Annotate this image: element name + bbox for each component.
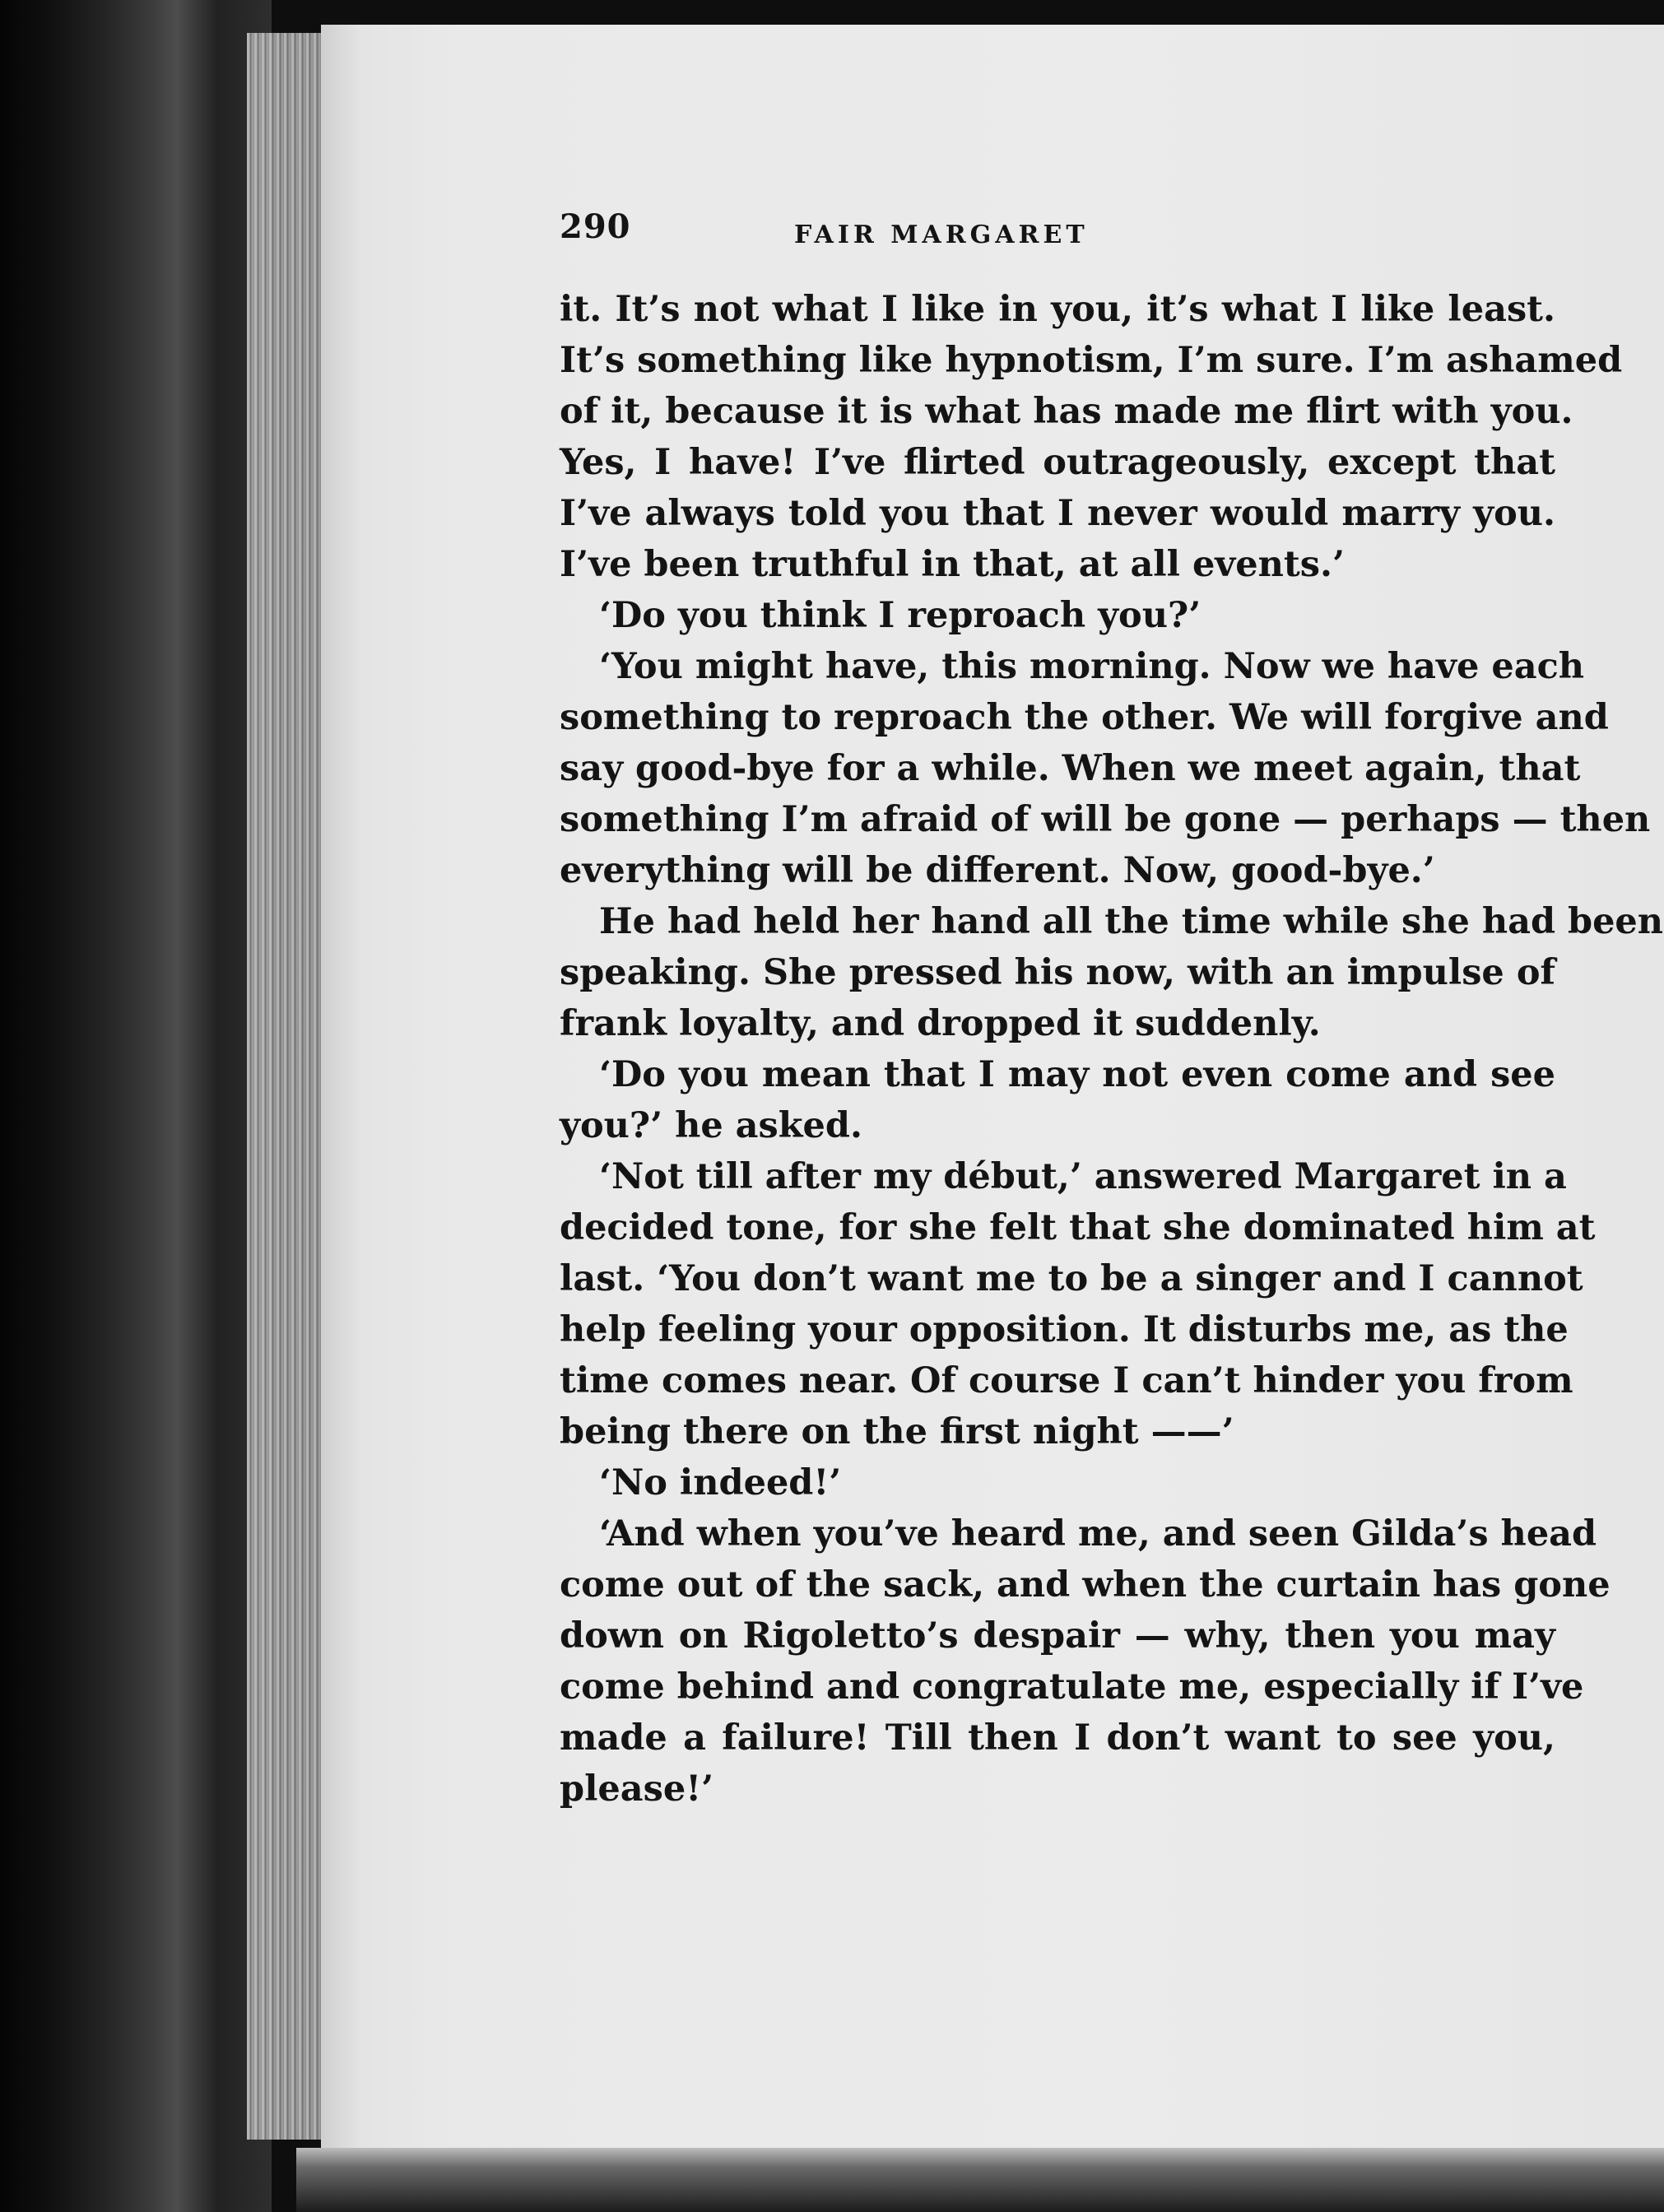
text-line: last. ‘You don’t want me to be a singer and I cannot	[560, 1258, 1583, 1299]
text-line: it. It’s not what I like in you, it’s what I like least.	[560, 289, 1555, 330]
text-line: Yes, I have! I’ve flirted outrageously, except that	[560, 442, 1555, 483]
text-line: made a failure! Till then I don’t want to see you,	[560, 1717, 1555, 1759]
text-line: of it, because it is what has made me flirt with you.	[560, 391, 1573, 432]
text-line: frank loyalty, and dropped it suddenly.	[560, 1003, 1321, 1044]
text-line: I’ve been truthful in that, at all events.’	[560, 544, 1345, 585]
book-binding	[0, 0, 272, 2212]
text-line: speaking. She pressed his now, with an impulse of	[560, 952, 1555, 993]
text-line: please!’	[560, 1768, 714, 1810]
text-line: being there on the first night ——’	[560, 1411, 1234, 1452]
text-line: help feeling your opposition. It disturbs me, as the	[560, 1309, 1569, 1350]
text-line: ‘You might have, this morning. Now we have each	[599, 646, 1585, 687]
text-line: decided tone, for she felt that she dominated him at	[560, 1207, 1596, 1248]
body-text	[560, 284, 1664, 1815]
text-line: down on Rigoletto’s despair — why, then you may	[560, 1615, 1555, 1657]
page-edges	[247, 33, 325, 2140]
running-head	[560, 202, 1555, 284]
text-line: ‘Not till after my début,’ answered Margaret in a	[599, 1156, 1567, 1197]
text-line: say good-bye for a while. When we meet again, that	[560, 748, 1581, 789]
text-line: come behind and congratulate me, especially if I’ve	[560, 1666, 1584, 1708]
text-line: ‘No indeed!’	[599, 1462, 842, 1503]
text-line: I’ve always told you that I never would marry you.	[560, 493, 1555, 534]
text-line: ‘Do you mean that I may not even come and see	[599, 1054, 1555, 1095]
text-line: you?’ he asked.	[560, 1105, 862, 1146]
text-line: everything will be different. Now, good-bye.’	[560, 850, 1435, 891]
text-line: ‘Do you think I reproach you?’	[599, 595, 1202, 636]
page-number: 290	[560, 207, 631, 246]
text-line: something to reproach the other. We will forgive and	[560, 697, 1609, 738]
text-line: something I’m afraid of will be gone — perhaps — then	[560, 799, 1651, 840]
text-line: He had held her hand all the time while she had been	[599, 901, 1664, 942]
text-block	[560, 202, 1664, 1815]
book-title: FAIR MARGARET	[794, 221, 1089, 249]
text-line: ‘And when you’ve heard me, and seen Gilda’s head	[599, 1513, 1597, 1554]
text-line: come out of the sack, and when the curtain has gone	[560, 1564, 1611, 1606]
text-line: It’s something like hypnotism, I’m sure. I’m ashamed	[560, 340, 1623, 381]
page-bottom-edge	[296, 2148, 1664, 2212]
text-line: time comes near. Of course I can’t hinder you from	[560, 1360, 1573, 1401]
